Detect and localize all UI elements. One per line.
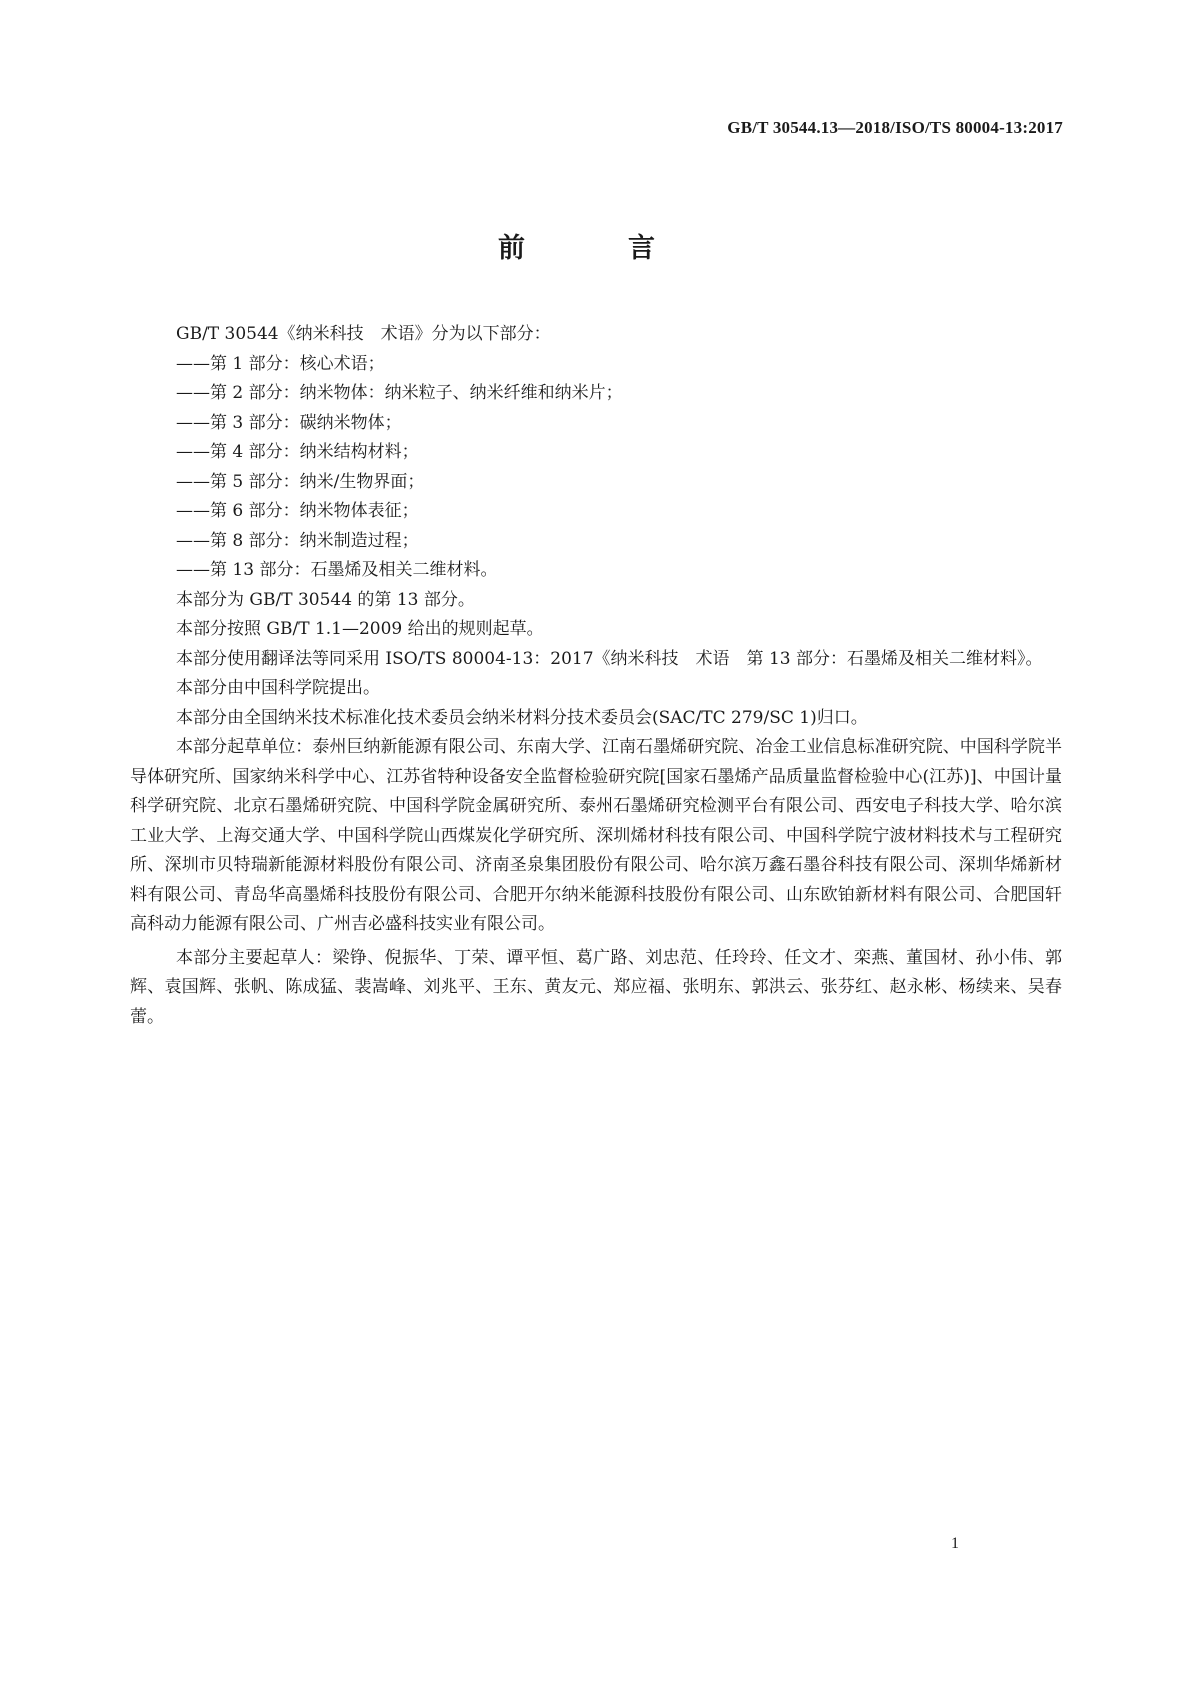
part-list-item: ——第 5 部分：纳米/生物界面； xyxy=(176,471,425,492)
standard-code-header: GB/T 30544.13—2018/ISO/TS 80004-13:2017 xyxy=(727,118,1063,137)
drafting-units-paragraph: 本部分起草单位：泰州巨纳新能源有限公司、东南大学、江南石墨烯研究院、冶金工业信息标准研究院、中国科学院半导体研究所、国家纳米科学中心、江苏省特种设备安全监督检验研究院[国家石墨烯产品质量监督检验中心(江苏)]、中国计量科学研究院、北京石墨烯研究院、中国科学院金属研究所、泰州石墨烯研究检测平台有限公司、西安电子科技大学、哈尔滨工业大学、上海交通大学、中国科学院山西煤炭化学研究所、深圳烯材科技有限公司、中国科学院宁波材料技术与工程研究所、深圳市贝特瑞新能源材料股份有限公司、济南圣泉集团股份有限公司、哈尔滨万鑫石墨谷科技有限公司、深圳华烯新材料有限公司、青岛华高墨烯科技股份有限公司、合肥开尔纳米能源科技股份有限公司、山东欧铂新材料有限公司、合肥国轩高科动力能源有限公司、广州吉必盛科技实业有限公司。 xyxy=(130,737,1062,934)
part-list-item: ——第 3 部分：碳纳米物体； xyxy=(176,412,402,433)
intro-paragraph: GB/T 30544《纳米科技 术语》分为以下部分： xyxy=(176,324,551,344)
paragraph: 本部分使用翻译法等同采用 ISO/TS 80004-13：2017《纳米科技 术语 第 13 部分：石墨烯及相关二维材料》。 xyxy=(176,648,1043,669)
paragraph: 本部分按照 GB/T 1.1—2009 给出的规则起草。 xyxy=(176,619,544,639)
part-list-item: ——第 13 部分：石墨烯及相关二维材料。 xyxy=(176,560,498,580)
foreword-body xyxy=(130,320,1062,1032)
part-list-item: ——第 2 部分：纳米物体：纳米粒子、纳米纤维和纳米片； xyxy=(176,383,623,403)
drafters-paragraph: 本部分主要起草人：梁铮、倪振华、丁荣、谭平恒、葛广路、刘忠范、任玲玲、任文才、栾燕、董国材、孙小伟、郭辉、袁国辉、张帆、陈成猛、裴嵩峰、刘兆平、王东、黄友元、郑应福、张明东、郭洪云、张芬红、赵永彬、杨续来、吴春蕾。 xyxy=(130,947,1062,1027)
part-list-item: ——第 4 部分：纳米结构材料； xyxy=(176,442,419,462)
part-list-item: ——第 1 部分：核心术语； xyxy=(176,353,385,374)
part-list-item: ——第 6 部分：纳米物体表征； xyxy=(176,501,419,521)
page-number: 1 xyxy=(951,1535,959,1552)
paragraph: 本部分由中国科学院提出。 xyxy=(176,678,380,698)
paragraph: 本部分由全国纳米技术标准化技术委员会纳米材料分技术委员会(SAC/TC 279/SC 1)归口。 xyxy=(176,707,868,728)
paragraph: 本部分为 GB/T 30544 的第 13 部分。 xyxy=(176,589,475,610)
page-title: 前 言 xyxy=(498,233,693,264)
part-list-item: ——第 8 部分：纳米制造过程； xyxy=(176,530,419,551)
